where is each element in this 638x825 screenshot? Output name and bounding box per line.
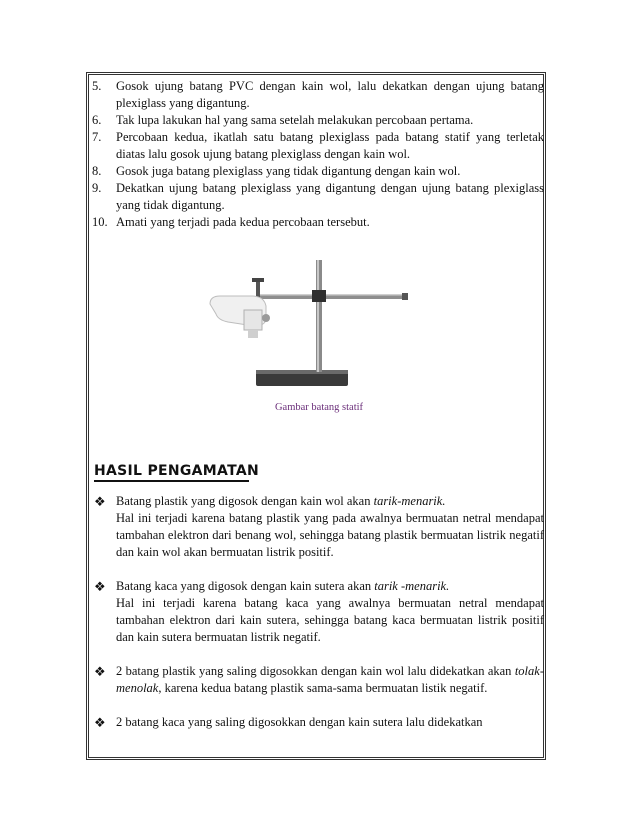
observation-list [94, 493, 544, 748]
observation-item [94, 714, 544, 731]
step-number: 5. [92, 79, 102, 93]
diamond-bullet-icon: ❖ [94, 715, 106, 730]
section-heading-text: HASIL PENGAMATAN [94, 463, 259, 479]
diamond-bullet-icon: ❖ [94, 579, 106, 594]
step-text: Dekatkan ujung batang plexiglass yang digantung dengan ujung batang plexiglass yang tidak digantung. [116, 181, 544, 212]
clamp [312, 290, 326, 302]
step-text: Gosok ujung batang PVC dengan kain wol, lalu dekatkan dengan ujung batang plexiglass yang digantung. [116, 79, 544, 110]
procedure-steps [92, 78, 544, 231]
step-number: 7. [92, 130, 102, 144]
step-text: Percobaan kedua, ikatlah satu batang plexiglass pada batang statif yang terletak diatas lalu gosok ujung batang plexiglass dengan kain wol. [116, 130, 544, 161]
diamond-bullet-icon: ❖ [94, 494, 106, 509]
observation-text: Batang plastik yang digosok dengan kain wol akan [116, 494, 374, 508]
observation-item [94, 578, 544, 646]
observation-item [94, 493, 544, 561]
observation-detail: Hal ini terjadi karena batang kaca yang awalnya bermuatan netral mendapat tambahan elektron dari kain sutera, sehingga batang kaca bermuatan listrik positif dan kain sutera bermuatan listrik negatif. [116, 596, 544, 644]
step-item [92, 112, 544, 129]
step-item [92, 163, 544, 180]
observation-text: 2 batang kaca yang saling digosokkan dengan kain sutera lalu didekatkan [116, 715, 483, 729]
step-number: 10. [92, 215, 108, 229]
step-text: Amati yang terjadi pada kedua percobaan tersebut. [116, 215, 370, 229]
step-item [92, 180, 544, 214]
step-number: 6. [92, 113, 102, 127]
observation-item: ❖ 2 batang plastik yang saling digosokkan dengan kain wol lalu didekatkan akan tolak-menolak, karena kedua batang plastik sama-sama bermuatan listik negatif. [94, 664, 544, 695]
step-text: Tak lupa lakukan hal yang sama setelah melakukan percobaan pertama. [116, 113, 474, 127]
step-number: 9. [92, 181, 102, 195]
observation-detail: Hal ini terjadi karena batang plastik yang pada awalnya bermuatan netral mendapat tambahan elektron dari benang wol, sehingga batang plastik bermuatan listrik negatif dan kain wol akan bermuatan listrik positif. [116, 511, 544, 559]
observation-emphasis: tolak-menolak [116, 664, 544, 695]
step-item [92, 78, 544, 112]
step-item [92, 214, 544, 231]
diamond-bullet-icon: ❖ [94, 664, 106, 679]
step-number: 8. [92, 164, 102, 178]
observation-emphasis: tarik-menarik. [373, 494, 446, 508]
observation-text: 2 batang plastik yang saling digosokkan dengan kain wol lalu didekatkan akan [116, 664, 515, 678]
stand-rod-image [208, 250, 438, 400]
step-text: Gosok juga batang plexiglass yang tidak digantung dengan kain wol. [116, 164, 461, 178]
heading-underline [94, 480, 249, 482]
observation-emphasis: tarik -menarik. [374, 579, 450, 593]
step-item [92, 129, 544, 163]
observation-text: Batang kaca yang digosok dengan kain sutera akan [116, 579, 375, 593]
stand-base [256, 372, 348, 386]
section-heading [94, 463, 259, 482]
figure-caption: Gambar batang statif [274, 402, 364, 413]
